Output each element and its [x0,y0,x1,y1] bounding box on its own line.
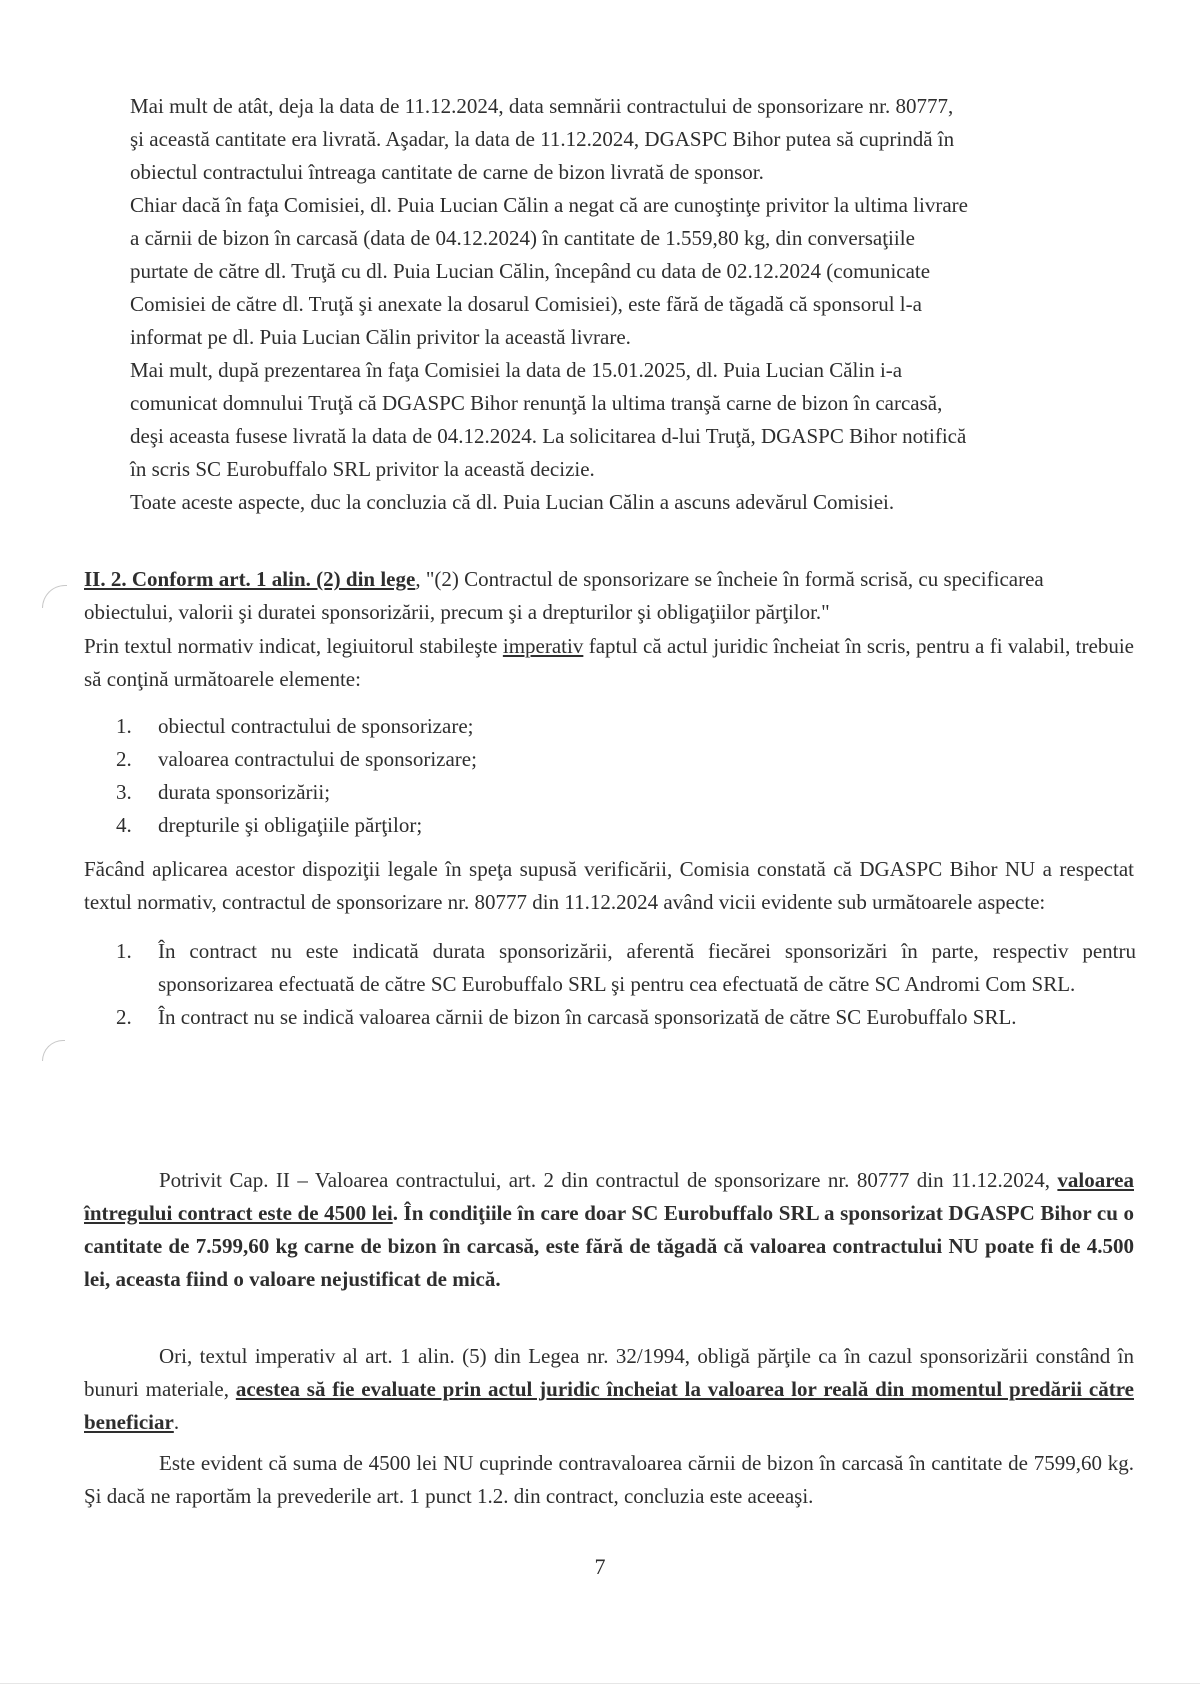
text-span: Ori, textul imperativ al art. 1 alin. (5) din Legea nr. 32/1994, obligă părţile ca în cazul sponsorizării constând în bunuri materiale, [84,1344,1134,1401]
text-line: deşi aceasta fusese livrată la data de 04.12.2024. La solicitarea d-lui Truţă, DGASPC Bihor notifică [130,424,967,448]
bold-underlined-text: acestea să fie evaluate prin actul juridic încheiat la valoarea lor reală din momentul predării către beneficiar [84,1377,1134,1434]
page-number: 7 [594,1554,606,1579]
text-span: Potrivit Cap. II – Valoarea contractului, art. 2 din contractul de sponsorizare nr. 80777 din 11.12.2024, [159,1168,1058,1192]
defects-list [116,935,1136,1034]
list-item [116,935,1136,1001]
text-line: Chiar dacă în faţa Comisiei, dl. Puia Lucian Călin a negat că are cunoştinţe privitor la ultima livrare [130,193,968,217]
bold-underlined-text: valoarea întregului contract este de 4500 lei [84,1168,1134,1225]
list-item [116,1001,1136,1034]
bold-text: . În condiţiile în care doar SC Eurobuffalo SRL a sponsorizat DGASPC Bihor cu o cantitate de 7.599,60 kg carne de bizon în carcasă, este fără de tăgadă că valoarea contractului NU poate fi de 4.500 lei, aceasta fiind o valoare nejustificat de mică. [84,1201,1134,1291]
text-span: Făcând aplicarea acestor dispoziţii legale în speţa supusă verificării, Comisia constată că DGASPC Bihor NU a respectat textul normativ, contractul de sponsorizare nr. 80777 din 11.12.2024 având vicii evidente sub următoarele aspecte: [84,857,1134,914]
scan-edge-line [0,1683,1200,1684]
text-line: comunicat domnului Truţă că DGASPC Bihor renunţă la ultima tranşă carne de bizon în carcasă, [130,391,943,415]
text-line: obiectul contractului întreaga cantitate de carne de bizon livrată de sponsor. [130,160,764,184]
list-item [116,809,1136,842]
paragraph-findings [84,853,1134,919]
list-text: În contract nu se indică valoarea cărnii de bizon în carcasă sponsorizată de către SC Eurobuffalo SRL. [158,1005,1017,1029]
list-item [116,743,1136,776]
scan-artifact-mark [42,585,67,608]
paragraph-conclusion [84,1447,1134,1513]
paragraph-intro [130,90,1130,519]
elements-list [116,710,1136,842]
list-number: 2. [116,1005,132,1029]
list-text: obiectul contractului de sponsorizare; [158,714,474,738]
text-line: Comisiei de către dl. Truţă şi anexate la dosarul Comisiei), este fără de tăgadă că sponsorul l-a [130,292,922,316]
section-label: II. 2. Conform art. 1 alin. (2) din lege [84,567,416,591]
text-span: . [173,1410,180,1434]
section-quote: , "(2) Contractul de sponsorizare se încheie în formă scrisă, cu specificarea obiectului, valorii şi duratei sponsorizării, precum şi a drepturilor şi obligaţiilor părţilor." [84,567,1044,624]
text-span: Este evident că suma de 4500 lei NU cuprinde contravaloarea cărnii de bizon în carcasă în cantitate de 7599,60 kg. Şi dacă ne raportăm la prevederile art. 1 punct 1.2. din contract, concluzia este aceeaşi. [84,1451,1134,1508]
list-number: 1. [116,939,132,963]
list-text: În contract nu este indicată durata sponsorizării, aferentă fiecărei sponsorizări în parte, respectiv pentru sponsorizarea efectuată de către SC Eurobuffalo SRL şi pentru cea efectuată de către SC Andromi Com SRL. [158,939,1136,996]
text-line: Mai mult, după prezentarea în faţa Comisiei la data de 15.01.2025, dl. Puia Lucian Călin i-a [130,358,903,382]
paragraph-contract-value [84,1164,1134,1296]
text-line: în scris SC Eurobuffalo SRL privitor la această decizie. [130,457,595,481]
text-line: a cărnii de bizon în carcasă (data de 04.12.2024) în cantitate de 1.559,80 kg, din conversaţiile [130,226,915,250]
list-number: 3. [116,780,132,804]
list-text: durata sponsorizării; [158,780,331,804]
text-line: şi această cantitate era livrată. Aşadar, la data de 11.12.2024, DGASPC Bihor putea să cuprindă în [130,127,955,151]
text-line: informat pe dl. Puia Lucian Călin privitor la această livrare. [130,325,631,349]
list-item [116,710,1136,743]
list-number: 2. [116,747,132,771]
paragraph-law-reference [84,1340,1134,1439]
list-item [116,776,1136,809]
list-number: 1. [116,714,132,738]
text-line: Mai mult de atât, deja la data de 11.12.2024, data semnării contractului de sponsorizare nr. 80777, [130,94,954,118]
text-line: purtate de către dl. Truţă cu dl. Puia Lucian Călin, începând cu data de 02.12.2024 (comunicate [130,259,931,283]
underlined-word: imperativ [502,634,584,658]
text-line: Toate aceste aspecte, duc la concluzia că dl. Puia Lucian Călin a ascuns adevărul Comisiei. [130,490,895,514]
scan-artifact-mark [42,1040,65,1061]
text-span: Prin textul normativ indicat, legiuitorul stabileşte [84,634,503,658]
paragraph-normative [84,630,1134,696]
list-text: drepturile şi obligaţiile părţilor; [158,813,423,837]
section-heading-paragraph [84,563,1134,629]
list-number: 4. [116,813,132,837]
list-text: valoarea contractului de sponsorizare; [158,747,477,771]
text-span: faptul că actul juridic încheiat în scris, pentru a fi valabil, trebuie să conţină următoarele elemente: [84,634,1134,691]
